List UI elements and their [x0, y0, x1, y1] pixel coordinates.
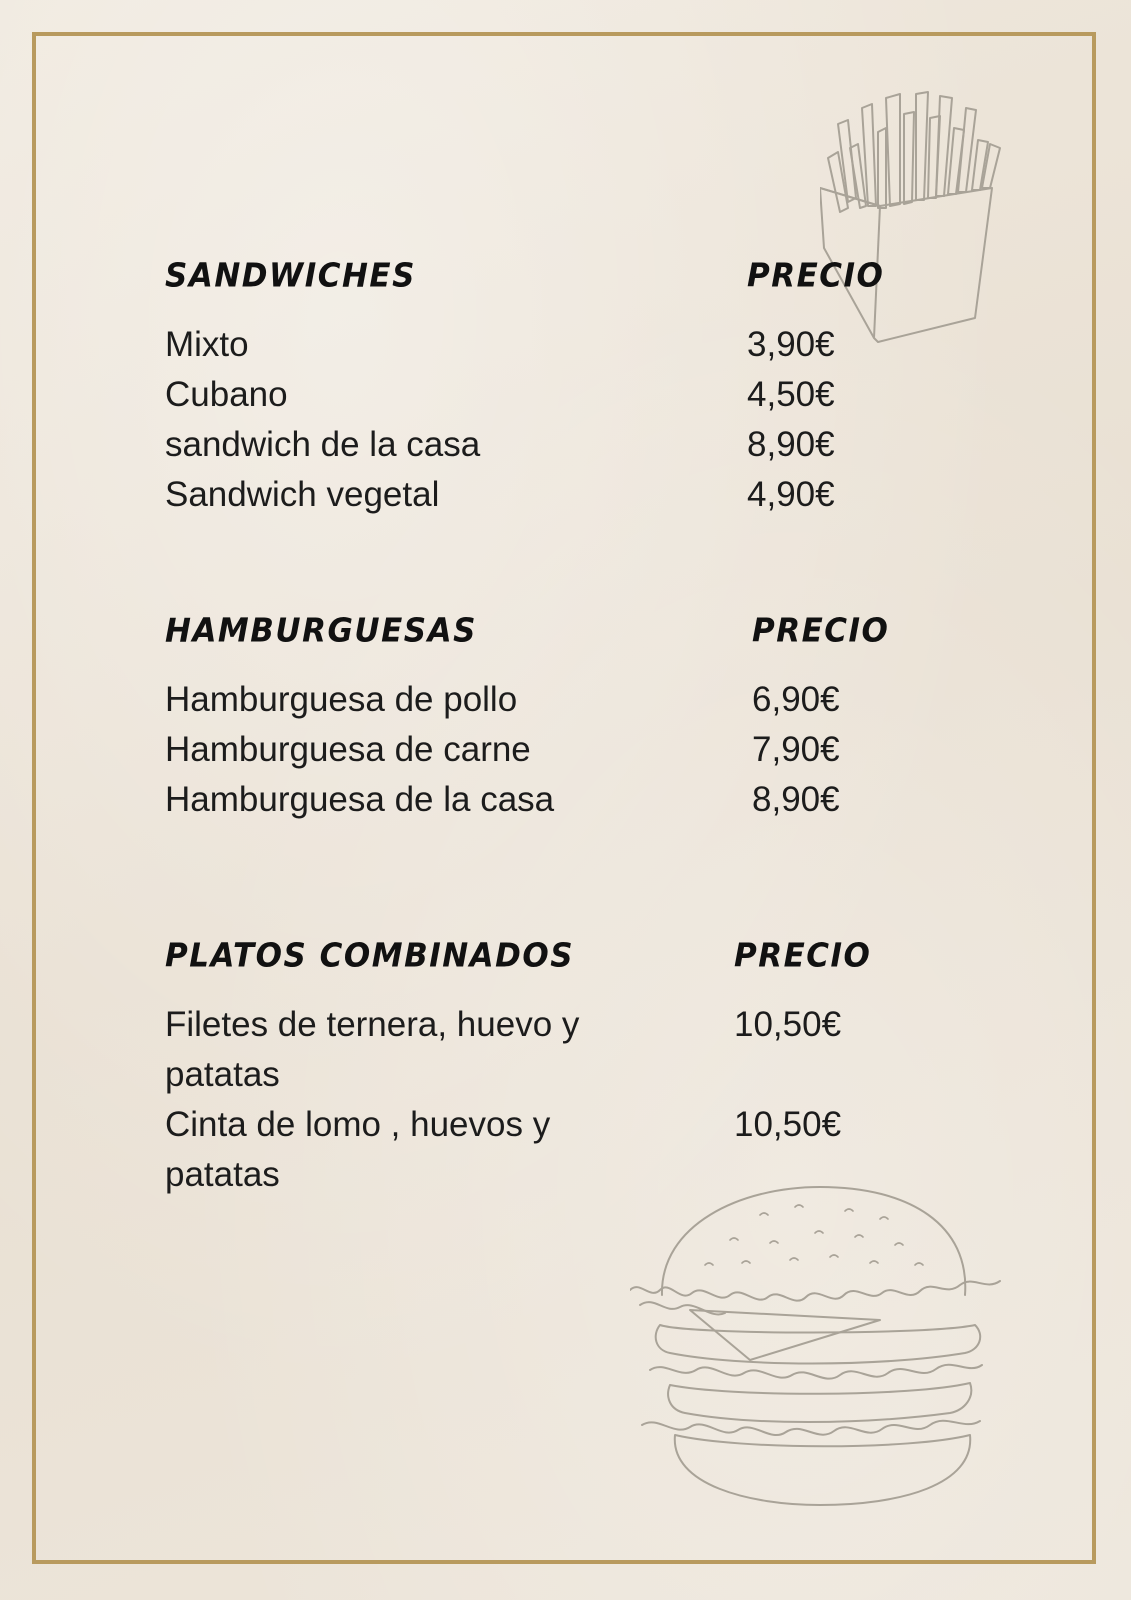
burger-icon: [630, 1185, 1020, 1515]
item-price: 6,90€: [752, 680, 840, 719]
price-header: PRECIO: [752, 612, 890, 650]
item-price: 4,90€: [747, 475, 835, 514]
item-price: 3,90€: [747, 325, 835, 364]
item-price: 4,50€: [747, 375, 835, 414]
item-name: sandwich de la casa: [165, 425, 481, 464]
price-header: PRECIO: [734, 937, 872, 975]
item-name: Hamburguesa de pollo: [165, 680, 518, 719]
item-name: Hamburguesa de carne: [165, 730, 531, 769]
item-price: 7,90€: [752, 730, 840, 769]
item-name: Cinta de lomo , huevos y patatas: [165, 1105, 551, 1194]
item-name: Sandwich vegetal: [165, 475, 440, 514]
section-title: HAMBURGUESAS: [165, 612, 477, 650]
section-hamburguesas: [165, 613, 1025, 833]
section-title: SANDWICHES: [165, 257, 416, 295]
section-title: PLATOS COMBINADOS: [165, 937, 575, 975]
item-name: Mixto: [165, 325, 249, 364]
item-name: Filetes de ternera, huevo y patatas: [165, 1005, 580, 1094]
item-price: 10,50€: [734, 1005, 842, 1044]
item-price: 8,90€: [747, 425, 835, 464]
item-price: 8,90€: [752, 780, 840, 819]
item-name: Hamburguesa de la casa: [165, 780, 555, 819]
price-header: PRECIO: [747, 257, 885, 295]
section-platos-combinados: [165, 938, 1025, 1198]
item-name: Cubano: [165, 375, 288, 414]
section-sandwiches: [165, 258, 1025, 518]
item-price: 10,50€: [734, 1105, 842, 1144]
